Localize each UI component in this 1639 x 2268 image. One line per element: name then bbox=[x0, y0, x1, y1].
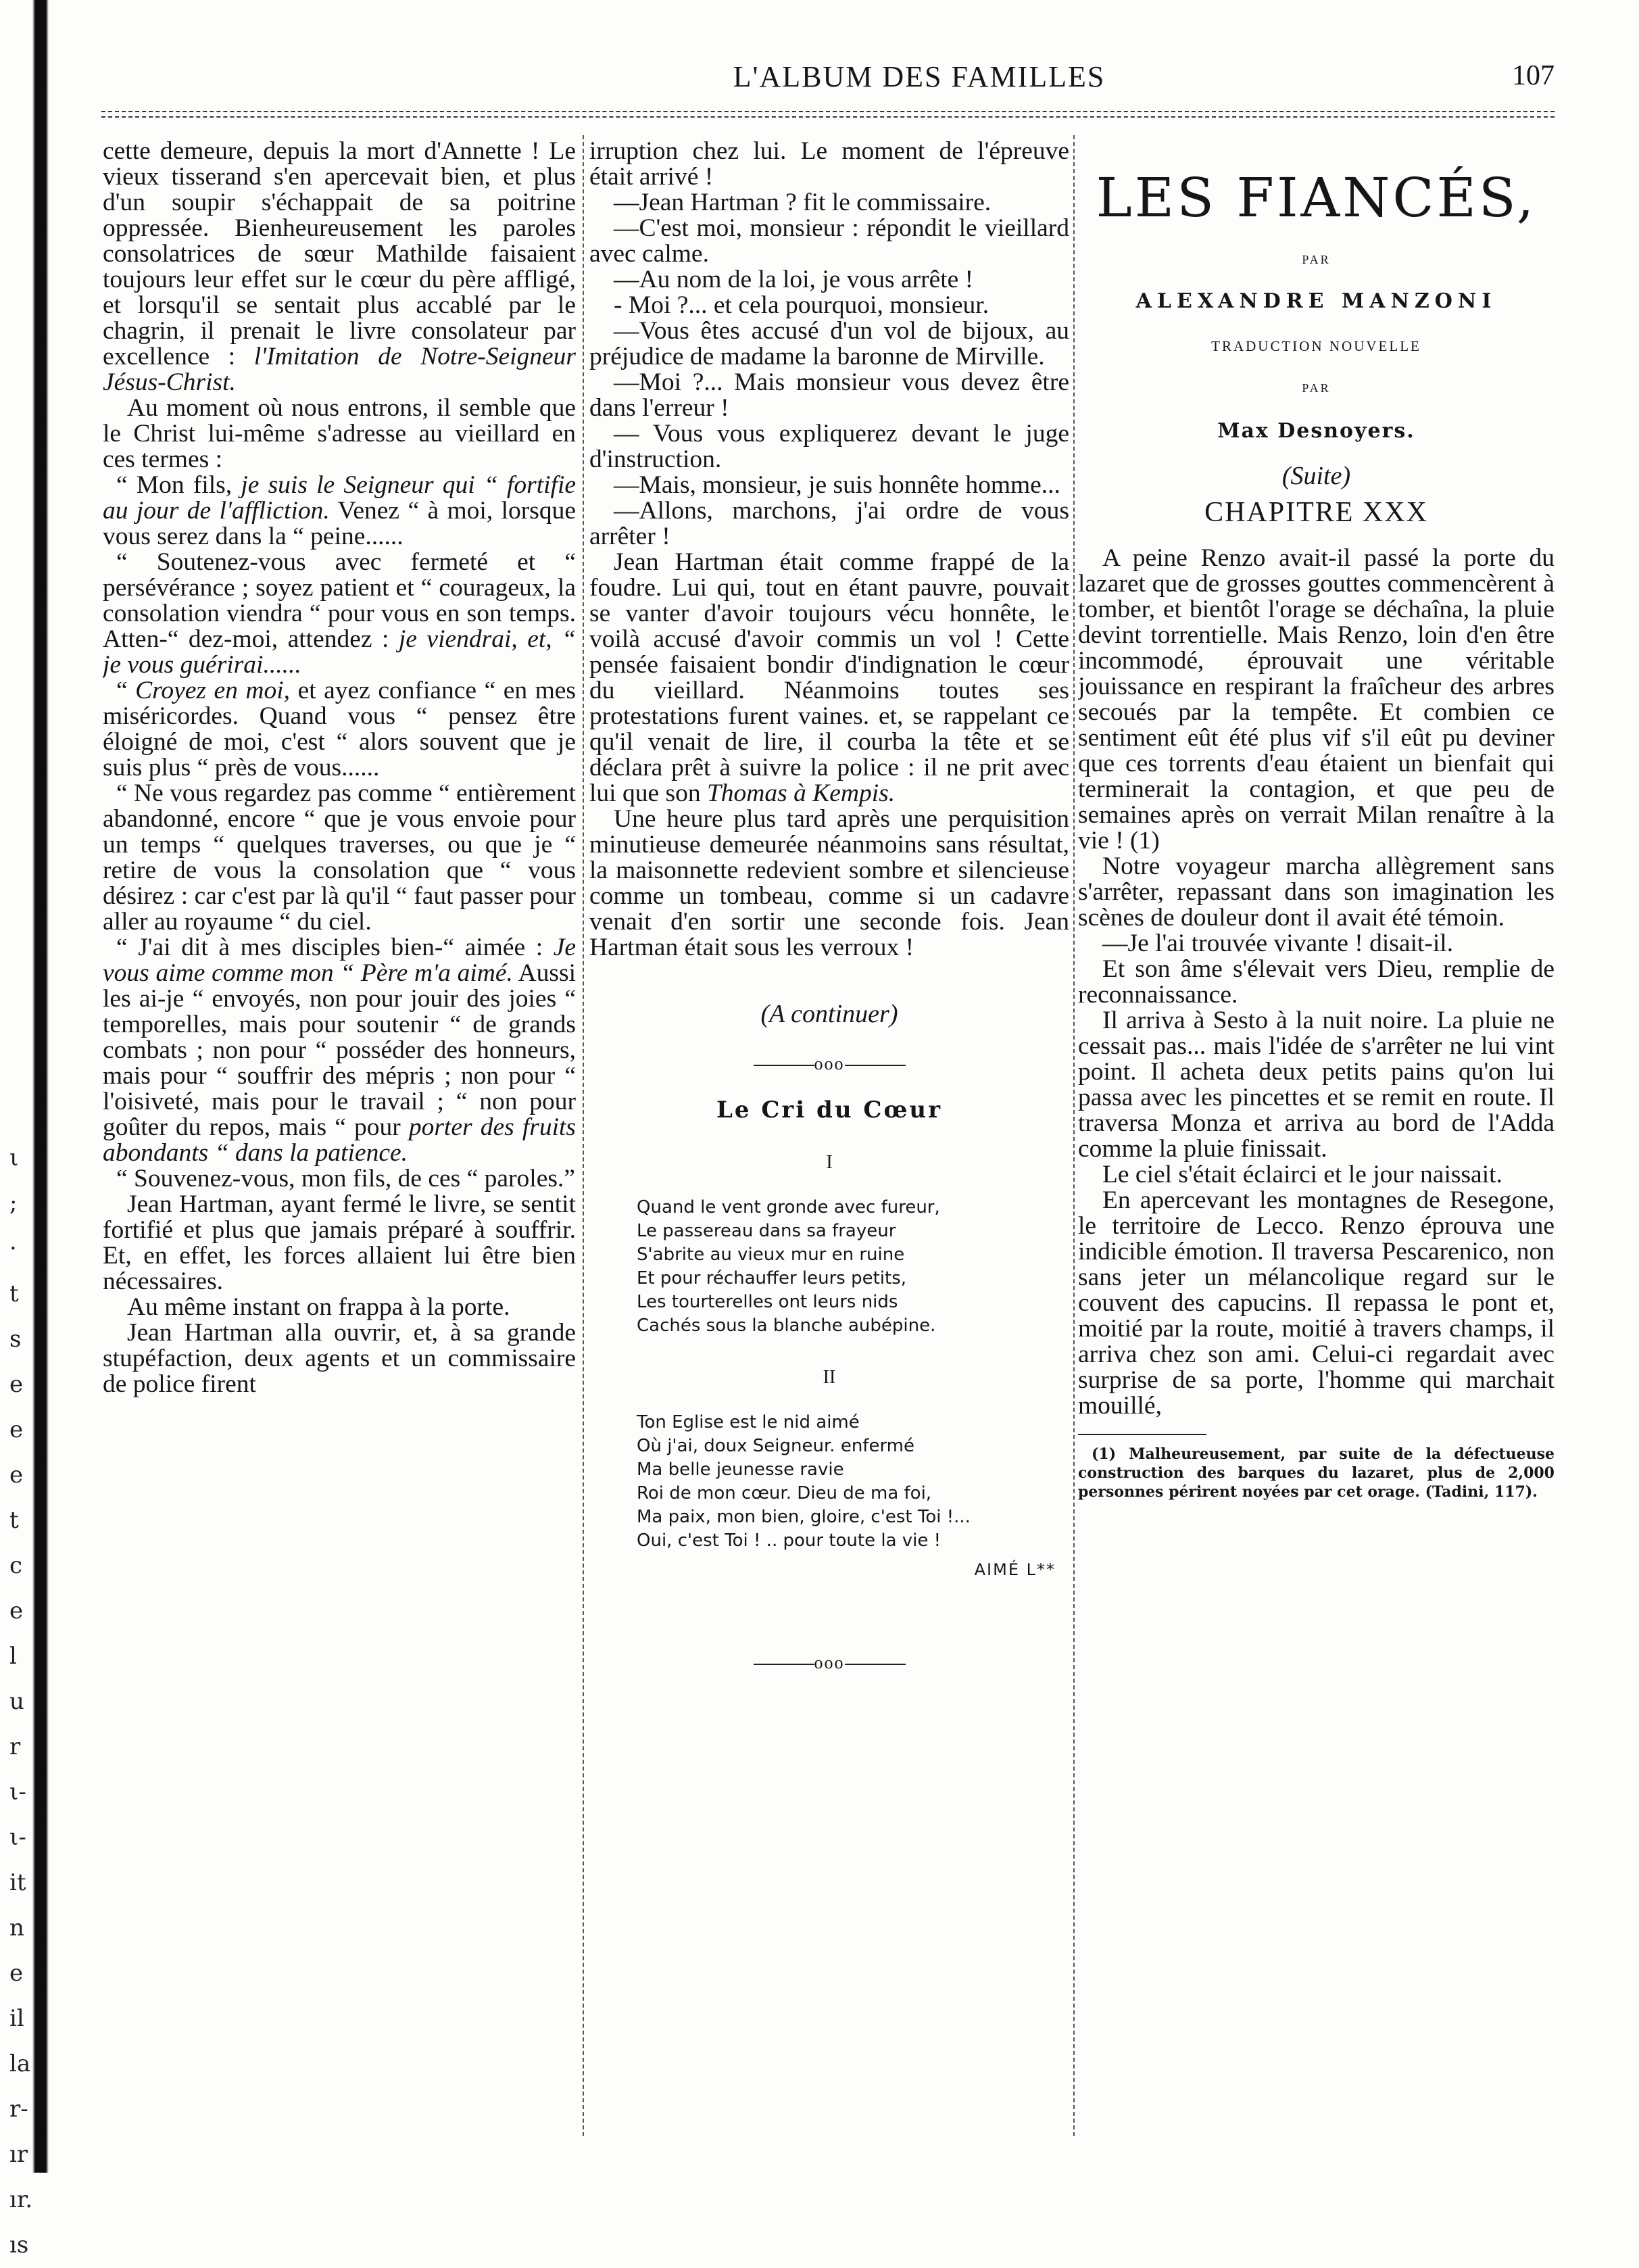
translator-name: Max Desnoyers. bbox=[1217, 419, 1415, 443]
poem-line: S'abrite au vieux mur en ruine bbox=[637, 1245, 905, 1265]
margin-fragment: e bbox=[9, 1371, 24, 1398]
footnote: (1) Malheureusement, par suite de la défectueuse construction des barques du lazaret, plus de 2,000 personnes périrent noyées par cet orage. (Tadini, 117). bbox=[1078, 1445, 1555, 1501]
poem-line: Roi de mon cœur. Dieu de ma foi, bbox=[637, 1483, 932, 1503]
paragraph: En apercevant les montagnes de Resegone, le territoire de Lecco. Renzo éprouva une indicible émotion. Il traversa Pescarenico, non sans jeter un mélancolique regard sur le couvent des capucins. Il repassa le pont et, moitié par la route, moitié à travers champs, il arriva chez son ami. Celui-ci regardait avec surprise de sa porte, l'homme qui marchait mouillé, bbox=[1078, 1186, 1555, 1420]
quote-paragraph: “ Croyez en moi, et ayez confiance “ en mes miséricordes. Quand vous “ pensez être éloigné de moi, c'est “ alors souvent que je suis plus “ près de vous...... bbox=[103, 677, 576, 781]
paragraph: Au moment où nous entrons, il semble que le Christ lui-même s'adresse au vieillard en ces termes : bbox=[103, 394, 576, 473]
poem-line: Ma belle jeunesse ravie bbox=[637, 1459, 844, 1480]
margin-fragment: l bbox=[9, 1643, 17, 1670]
margin-fragment: ι- bbox=[9, 1779, 26, 1806]
running-title: L'ALBUM DES FAMILLES bbox=[733, 60, 1106, 93]
column-three bbox=[1078, 139, 1555, 2126]
dialogue-line: —Moi ?... Mais monsieur vous devez être dans l'erreur ! bbox=[589, 368, 1069, 422]
page-number: 107 bbox=[1512, 60, 1555, 91]
margin-fragment: r- bbox=[9, 2096, 28, 2123]
stanza-number: II bbox=[823, 1367, 836, 1388]
margin-fragment: e bbox=[9, 1416, 24, 1443]
section-ornament: ooo bbox=[589, 1051, 1069, 1077]
poem-title: Le Cri du Cœur bbox=[716, 1096, 943, 1124]
margin-fragment: c bbox=[9, 1552, 23, 1579]
margin-fragment: t bbox=[9, 1507, 19, 1534]
margin-fragment: ıs bbox=[9, 2231, 29, 2259]
paragraph: Jean Hartman était comme frappé de la foudre. Lui qui, tout en étant pauvre, pouvait se vanter d'avoir toujours vécu honnête, le voilà accusé d'avoir commis un vol ! Cette pensée faisaient bondir d'indignation le cœur du vieillard. Néanmoins toutes ses protestations furent vaines. et, se rappelant ce qu'il venait de lire, il courba la tête et se déclara prêt à suivre la police : il ne prit avec lui que son Thomas à Kempis. bbox=[589, 548, 1069, 807]
poem-line: Cachés sous la blanche aubépine. bbox=[637, 1316, 936, 1336]
stanza-number: I bbox=[826, 1152, 833, 1173]
continuation-note: (Suite) bbox=[1281, 462, 1351, 490]
margin-fragment: e bbox=[9, 1960, 24, 1987]
dialogue-line: —Vous êtes accusé d'un vol de bijoux, au préjudice de madame la baronne de Mirville. bbox=[589, 317, 1069, 370]
paragraph: irruption chez lui. Le moment de l'épreuve était arrivé ! bbox=[589, 139, 1069, 191]
paragraph: A peine Renzo avait-il passé la porte du lazaret que de grosses gouttes commencèrent à tomber, et bientôt l'orage se déchaîna, la pluie devint torrentielle. Mais Renzo, loin d'en être incommodé, éprouvait une véritable jouissance en respirant la fraîcheur des arbres secoués par la tempête. Et combien ce sentiment eût été plus vif s'il eût pu deviner que ces torrents d'eau étaient un bienfait qui terminerait la contagion, et que peu de semaines après on verrait Milan renaître à la vie ! (1) bbox=[1078, 544, 1555, 854]
header-rule bbox=[101, 111, 1555, 112]
quote-paragraph: “ Ne vous regardez pas comme “ entièrement abandonné, encore “ que je vous envoie pour un temps “ quelques traverses, ou que je “ retire de vous la consolation que “ vous désirez : car c'est par là qu'il “ faut passer pour aller au royaume “ du ciel. bbox=[103, 779, 576, 936]
column-one bbox=[103, 139, 576, 2126]
margin-fragment: ; bbox=[9, 1190, 18, 1217]
dialogue-line: —Allons, marchons, j'ai ordre de vous arrêter ! bbox=[589, 497, 1069, 550]
dialogue-line: - Moi ?... et cela pourquoi, monsieur. bbox=[614, 291, 989, 319]
poem-stanza-1 bbox=[589, 1196, 1069, 1338]
quote-paragraph: “ J'ai dit à mes disciples bien-“ aimée : Je vous aime comme mon “ Père m'a aimé. Aussi les ai-je “ envoyés, non pour jouir des joies “ temporelles, mais pour soutenir “ de grands combats ; non pour “ posséder des honneurs, mais pour “ souffrir des mépris ; non pour “ l'oisiveté, mais pour le travail ; “ non pour goûter du repos, mais “ pour porter des fruits abondants “ dans la patience. bbox=[103, 934, 576, 1167]
dialogue-line: — Vous vous expliquerez devant le juge d'instruction. bbox=[589, 420, 1069, 473]
margin-fragment: ır bbox=[9, 2141, 28, 2168]
paragraph: Le ciel s'était éclairci et le jour naissait. bbox=[1102, 1161, 1502, 1188]
end-ornament: ooo bbox=[589, 1650, 1069, 1676]
by-line: PAR bbox=[1302, 381, 1331, 395]
translation-note: TRADUCTION NOUVELLE bbox=[1211, 338, 1421, 354]
paragraph: Il arriva à Sesto à la nuit noire. La pluie ne cessait pas... mais l'idée de s'arrêter ne lui vint point. Il acheta deux petits pains qu'on lui passa avec les pincettes et se remit en route. Il traversa Monza et arriva au bord de l'Adda comme la pluie finissait. bbox=[1078, 1007, 1555, 1163]
novel-title: LES FIANCÉS, bbox=[1096, 166, 1537, 229]
paragraph: cette demeure, depuis la mort d'Annette ! Le vieux tisserand s'en apercevait bien, et plus d'un soupir s'échappait de sa poitrine oppressée. Bienheureusement les paroles consolatrices de sœur Mathilde faisaient toujours leur effet sur le cœur du père affligé, et lorsqu'il se sentait plus accablé par le chagrin, il prenait le livre consolateur par excellence : l'Imitation de Notre-Seigneur Jésus-Christ. bbox=[103, 139, 576, 396]
dialogue-line: —Je l'ai trouvée vivante ! disait-il. bbox=[1102, 930, 1454, 957]
column-divider-2 bbox=[1073, 135, 1075, 2136]
column-divider-1 bbox=[583, 135, 584, 2136]
paragraph: Jean Hartman alla ouvrir, et, à sa grande stupéfaction, deux agents et un commissaire de police firent bbox=[103, 1319, 576, 1398]
margin-fragment: ır. bbox=[9, 2186, 33, 2213]
poem-signature: AIMÉ L** bbox=[974, 1560, 1056, 1579]
poem-line: Et pour réchauffer leurs petits, bbox=[637, 1268, 907, 1288]
poem-stanza-2 bbox=[589, 1411, 1069, 1553]
footnote-rule bbox=[1078, 1434, 1206, 1435]
dialogue-line: —C'est moi, monsieur : répondit le vieillard avec calme. bbox=[589, 214, 1069, 268]
chapter-heading: CHAPITRE XXX bbox=[1204, 497, 1428, 528]
to-be-continued: (A continuer) bbox=[760, 1000, 898, 1028]
quote-paragraph: “ Mon fils, je suis le Seigneur qui “ fortifie au jour de l'affliction. Venez “ à moi, lorsque vous serez dans la “ peine...... bbox=[103, 471, 576, 550]
dialogue-line: —Jean Hartman ? fit le commissaire. bbox=[614, 189, 992, 216]
column-two bbox=[589, 139, 1069, 2126]
margin-fragment: n bbox=[9, 1914, 24, 1941]
paragraph: Et son âme s'élevait vers Dieu, remplie de reconnaissance. bbox=[1078, 955, 1555, 1009]
poem-line: Quand le vent gronde avec fureur, bbox=[637, 1197, 940, 1217]
margin-fragment: r bbox=[9, 1733, 21, 1760]
quote-paragraph: “ Souvenez-vous, mon fils, de ces “ paroles.” bbox=[116, 1165, 575, 1192]
margin-fragment: il bbox=[9, 2005, 24, 2032]
quote-paragraph: “ Soutenez-vous avec fermeté et “ persévérance ; soyez patient et “ courageux, la consolation viendra “ pour vous en son temps. Atten-“ dez-moi, attendez : je viendrai, et, “ je vous guérirai...... bbox=[103, 548, 576, 679]
paragraph: Notre voyageur marcha allègrement sans s'arrêter, repassant dans son imagination les scènes de douleur dont il avait été témoin. bbox=[1078, 852, 1555, 932]
poem-line: Le passereau dans sa frayeur bbox=[637, 1221, 896, 1241]
by-line: PAR bbox=[1302, 253, 1331, 266]
margin-fragment: ι bbox=[9, 1144, 19, 1172]
poem-line: Ma paix, mon bien, gloire, c'est Toi !... bbox=[637, 1507, 971, 1527]
dialogue-line: —Au nom de la loi, je vous arrête ! bbox=[614, 266, 974, 293]
margin-fragment: e bbox=[9, 1597, 24, 1624]
margin-fragment: · bbox=[9, 1235, 17, 1262]
paragraph: Au même instant on frappa à la porte. bbox=[127, 1293, 510, 1321]
margin-fragment: e bbox=[9, 1462, 24, 1489]
margin-fragments bbox=[9, 1136, 43, 2268]
paragraph: Jean Hartman, ayant fermé le livre, se sentit fortifié et plus que jamais préparé à souffrir. Et, en effet, les forces allaient lui être bien nécessaires. bbox=[103, 1190, 576, 1295]
dialogue-line: —Mais, monsieur, je suis honnête homme... bbox=[614, 471, 1060, 499]
author-name: ALEXANDRE MANZONI bbox=[1135, 289, 1497, 313]
margin-fragment: la bbox=[9, 2050, 31, 2077]
margin-fragment: it bbox=[9, 1869, 26, 1896]
poem-line: Oui, c'est Toi ! .. pour toute la vie ! bbox=[637, 1530, 941, 1551]
poem-line: Les tourterelles ont leurs nids bbox=[637, 1292, 898, 1312]
margin-fragment: ι- bbox=[9, 1824, 26, 1851]
poem-line: Ton Eglise est le nid aimé bbox=[637, 1412, 860, 1432]
margin-fragment: s bbox=[9, 1326, 22, 1353]
margin-fragment: t bbox=[9, 1280, 19, 1307]
margin-fragment: u bbox=[9, 1688, 24, 1715]
poem-line: Où j'ai, doux Seigneur. enfermé bbox=[637, 1436, 914, 1456]
running-head bbox=[101, 59, 1555, 107]
paragraph: Une heure plus tard après une perquisition minutieuse demeurée néanmoins sans résultat, la maisonnette redevient sombre et silencieuse comme un tombeau, comme si un cadavre venait d'en sortir une seconde fois. Jean Hartman était sous les verroux ! bbox=[589, 805, 1069, 961]
header-rule-2 bbox=[101, 116, 1555, 118]
